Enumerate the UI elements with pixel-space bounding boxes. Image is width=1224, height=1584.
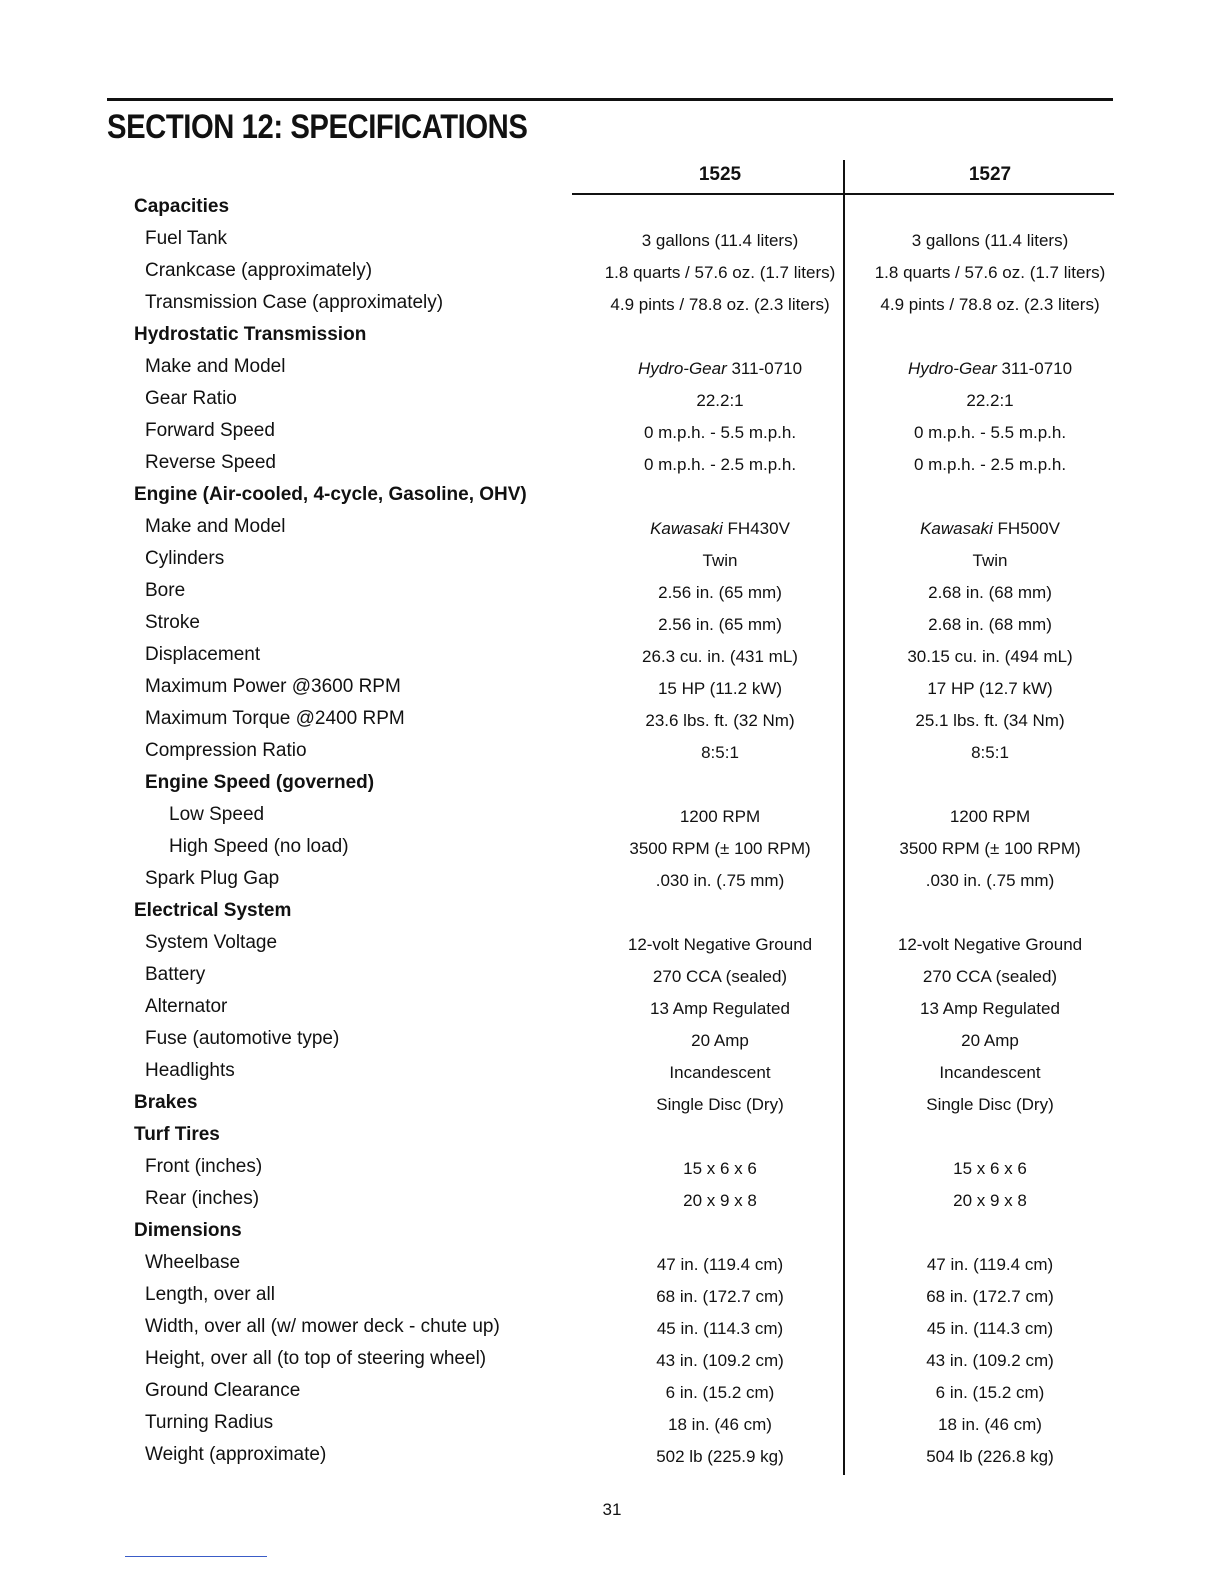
spec-value-1525: 502 lb (225.9 kg) xyxy=(656,1447,784,1466)
model-number: FH500V xyxy=(992,519,1060,538)
spec-value-1525: 22.2:1 xyxy=(696,391,744,410)
spec-value-1527: Twin xyxy=(972,551,1008,570)
spec-table xyxy=(0,193,1224,1473)
spec-value-1527: Incandescent xyxy=(939,1063,1041,1082)
model-number: 311-0710 xyxy=(996,359,1073,378)
spec-value-1525 xyxy=(585,519,855,539)
spec-value-1525: 0 m.p.h. - 5.5 m.p.h. xyxy=(643,423,797,442)
spec-row xyxy=(0,929,1224,961)
spec-label: Low Speed xyxy=(169,804,265,825)
column-header-1527: 1527 xyxy=(968,164,1012,185)
spec-value-1527: 8:5:1 xyxy=(971,743,1009,762)
spec-label: Hydrostatic Transmission xyxy=(134,324,367,345)
footer-rule xyxy=(125,1556,267,1557)
spec-label: Reverse Speed xyxy=(145,452,276,473)
spec-row xyxy=(0,1281,1224,1313)
spec-label: Capacities xyxy=(134,196,230,217)
spec-label: Brakes xyxy=(134,1092,198,1113)
spec-value-1525: 26.3 cu. in. (431 mL) xyxy=(642,647,798,666)
spec-value-1527: 45 in. (114.3 cm) xyxy=(926,1319,1054,1338)
spec-label: Make and Model xyxy=(145,516,286,537)
spec-row xyxy=(0,1377,1224,1409)
spec-value-1527: 20 x 9 x 8 xyxy=(953,1191,1027,1210)
spec-value-1525: 2.56 in. (65 mm) xyxy=(658,583,782,602)
spec-value-1527: 2.68 in. (68 mm) xyxy=(928,583,1052,602)
spec-row xyxy=(0,1057,1224,1089)
spec-row xyxy=(0,449,1224,481)
spec-value-1527: 43 in. (109.2 cm) xyxy=(926,1351,1054,1370)
spec-value-1527: 68 in. (172.7 cm) xyxy=(926,1287,1054,1306)
column-header-1525: 1525 xyxy=(698,164,742,185)
spec-row xyxy=(0,1409,1224,1441)
spec-row xyxy=(0,1025,1224,1057)
model-number: 311-0710 xyxy=(726,359,803,378)
spec-label: Rear (inches) xyxy=(145,1188,260,1209)
spec-category-row xyxy=(0,897,1224,929)
spec-label: Compression Ratio xyxy=(145,740,307,761)
spec-value-1525: 0 m.p.h. - 2.5 m.p.h. xyxy=(643,455,797,474)
spec-value-1527: 47 in. (119.4 cm) xyxy=(926,1255,1054,1274)
spec-row xyxy=(0,641,1224,673)
spec-label: Dimensions xyxy=(134,1220,242,1241)
brand-name: Kawasaki xyxy=(920,519,993,538)
spec-value-1525: 12-volt Negative Ground xyxy=(627,935,813,954)
spec-value-1525: 6 in. (15.2 cm) xyxy=(665,1383,775,1402)
spec-row xyxy=(0,673,1224,705)
spec-label: Height, over all (to top of steering wheel) xyxy=(145,1348,487,1369)
spec-label: Crankcase (approximately) xyxy=(145,260,373,281)
spec-label: Wheelbase xyxy=(145,1252,241,1273)
spec-label: Front (inches) xyxy=(145,1156,263,1177)
spec-value-1525: 1.8 quarts / 57.6 oz. (1.7 liters) xyxy=(604,263,836,282)
spec-category-row xyxy=(0,1217,1224,1249)
spec-label: Displacement xyxy=(145,644,261,665)
spec-value-1525: 20 Amp xyxy=(691,1031,749,1050)
spec-label: Maximum Power @3600 RPM xyxy=(145,676,401,697)
spec-row xyxy=(0,1313,1224,1345)
spec-value-1525: 68 in. (172.7 cm) xyxy=(656,1287,784,1306)
spec-value-1527: 4.9 pints / 78.8 oz. (2.3 liters) xyxy=(880,295,1100,314)
spec-value-1525: 23.6 lbs. ft. (32 Nm) xyxy=(645,711,795,730)
spec-row xyxy=(0,705,1224,737)
spec-label: System Voltage xyxy=(145,932,278,953)
spec-category-row xyxy=(0,321,1224,353)
spec-value-1527: 6 in. (15.2 cm) xyxy=(935,1383,1045,1402)
spec-label: Bore xyxy=(145,580,186,601)
spec-value-1527: Single Disc (Dry) xyxy=(926,1095,1054,1114)
spec-category-row xyxy=(0,1121,1224,1153)
spec-value-1527: 18 in. (46 cm) xyxy=(938,1415,1042,1434)
spec-label: Stroke xyxy=(145,612,200,633)
spec-value-1527: 15 x 6 x 6 xyxy=(953,1159,1027,1178)
spec-label: Maximum Torque @2400 RPM xyxy=(145,708,405,729)
spec-row xyxy=(0,1249,1224,1281)
spec-value-1525: Single Disc (Dry) xyxy=(656,1095,784,1114)
spec-row xyxy=(0,801,1224,833)
spec-value-1525: 270 CCA (sealed) xyxy=(652,967,788,986)
spec-row xyxy=(0,865,1224,897)
spec-value-1525 xyxy=(585,359,855,379)
spec-value-1525: 45 in. (114.3 cm) xyxy=(656,1319,784,1338)
spec-row xyxy=(0,225,1224,257)
model-number: FH430V xyxy=(722,519,790,538)
spec-value-1525: 13 Amp Regulated xyxy=(650,999,790,1018)
brand-name: Hydro-Gear xyxy=(637,359,727,378)
top-rule xyxy=(107,98,1113,101)
spec-value-1525: 43 in. (109.2 cm) xyxy=(656,1351,784,1370)
spec-value-1527: 3 gallons (11.4 liters) xyxy=(911,231,1069,250)
spec-label: Fuse (automotive type) xyxy=(145,1028,340,1049)
spec-value-1525: .030 in. (.75 mm) xyxy=(655,871,785,890)
spec-label: Turf Tires xyxy=(134,1124,220,1145)
spec-row xyxy=(0,1345,1224,1377)
spec-label: Cylinders xyxy=(145,548,225,569)
spec-label: Headlights xyxy=(145,1060,235,1081)
spec-label: High Speed (no load) xyxy=(169,836,349,857)
spec-row xyxy=(0,385,1224,417)
spec-value-1527: 12-volt Negative Ground xyxy=(897,935,1083,954)
spec-label: Fuel Tank xyxy=(145,228,228,249)
spec-label: Engine Speed (governed) xyxy=(145,772,375,793)
spec-value-1527: 25.1 lbs. ft. (34 Nm) xyxy=(915,711,1065,730)
spec-label: Battery xyxy=(145,964,206,985)
spec-value-1525: Incandescent xyxy=(669,1063,771,1082)
spec-row xyxy=(0,577,1224,609)
spec-value-1525: 20 x 9 x 8 xyxy=(683,1191,757,1210)
spec-value-1525: 8:5:1 xyxy=(701,743,739,762)
spec-value-1527: .030 in. (.75 mm) xyxy=(925,871,1055,890)
spec-value-1527: 504 lb (226.8 kg) xyxy=(926,1447,1054,1466)
spec-value-1525: 3 gallons (11.4 liters) xyxy=(641,231,799,250)
spec-value-1525: 15 x 6 x 6 xyxy=(683,1159,757,1178)
spec-value-1527: 2.68 in. (68 mm) xyxy=(928,615,1052,634)
spec-label: Width, over all (w/ mower deck - chute up) xyxy=(145,1316,500,1337)
spec-row xyxy=(0,417,1224,449)
spec-label: Weight (approximate) xyxy=(145,1444,327,1465)
spec-value-1527: 17 HP (12.7 kW) xyxy=(927,679,1053,698)
spec-value-1525: 4.9 pints / 78.8 oz. (2.3 liters) xyxy=(610,295,830,314)
spec-category-row xyxy=(0,481,1224,513)
spec-row xyxy=(0,737,1224,769)
spec-row xyxy=(0,609,1224,641)
spec-label: Gear Ratio xyxy=(145,388,237,409)
page-number: 31 xyxy=(602,1500,622,1519)
spec-value-1525: Twin xyxy=(702,551,738,570)
brand-name: Hydro-Gear xyxy=(907,359,997,378)
spec-value-1527 xyxy=(855,359,1125,379)
spec-value-1527: 1.8 quarts / 57.6 oz. (1.7 liters) xyxy=(874,263,1106,282)
spec-value-1525: 15 HP (11.2 kW) xyxy=(657,679,783,698)
spec-value-1525: 3500 RPM (± 100 RPM) xyxy=(629,839,811,858)
spec-label: Alternator xyxy=(145,996,228,1017)
spec-value-1527: 22.2:1 xyxy=(966,391,1014,410)
spec-label: Ground Clearance xyxy=(145,1380,301,1401)
spec-value-1527: 270 CCA (sealed) xyxy=(922,967,1058,986)
spec-row xyxy=(0,1185,1224,1217)
spec-row xyxy=(0,289,1224,321)
spec-label: Length, over all xyxy=(145,1284,275,1305)
spec-row xyxy=(0,993,1224,1025)
spec-label: Forward Speed xyxy=(145,420,275,441)
spec-value-1527: 30.15 cu. in. (494 mL) xyxy=(907,647,1073,666)
spec-subcategory-row xyxy=(0,769,1224,801)
page-title: SECTION 12: SPECIFICATIONS xyxy=(107,108,528,146)
spec-row xyxy=(0,961,1224,993)
spec-value-1527: 1200 RPM xyxy=(949,807,1031,826)
spec-value-1525: 18 in. (46 cm) xyxy=(668,1415,772,1434)
spec-value-1525: 2.56 in. (65 mm) xyxy=(658,615,782,634)
spec-value-1525: 1200 RPM xyxy=(679,807,761,826)
spec-label: Transmission Case (approximately) xyxy=(145,292,444,313)
spec-category-row xyxy=(0,193,1224,225)
spec-value-1525: 47 in. (119.4 cm) xyxy=(656,1255,784,1274)
spec-value-1527: 20 Amp xyxy=(961,1031,1019,1050)
spec-label: Engine (Air-cooled, 4-cycle, Gasoline, OHV) xyxy=(134,484,527,505)
spec-value-1527: 0 m.p.h. - 5.5 m.p.h. xyxy=(913,423,1067,442)
spec-row xyxy=(0,833,1224,865)
spec-value-1527: 13 Amp Regulated xyxy=(920,999,1060,1018)
spec-label: Turning Radius xyxy=(145,1412,274,1433)
spec-value-1527 xyxy=(855,519,1125,539)
spec-value-1527: 0 m.p.h. - 2.5 m.p.h. xyxy=(913,455,1067,474)
spec-row xyxy=(0,545,1224,577)
spec-label: Spark Plug Gap xyxy=(145,868,280,889)
spec-category-row xyxy=(0,1089,1224,1121)
brand-name: Kawasaki xyxy=(650,519,723,538)
spec-row xyxy=(0,1441,1224,1473)
spec-value-1527: 3500 RPM (± 100 RPM) xyxy=(899,839,1081,858)
spec-row xyxy=(0,353,1224,385)
spec-label: Electrical System xyxy=(134,900,292,921)
spec-row xyxy=(0,1153,1224,1185)
spec-row xyxy=(0,513,1224,545)
spec-row xyxy=(0,257,1224,289)
spec-label: Make and Model xyxy=(145,356,286,377)
